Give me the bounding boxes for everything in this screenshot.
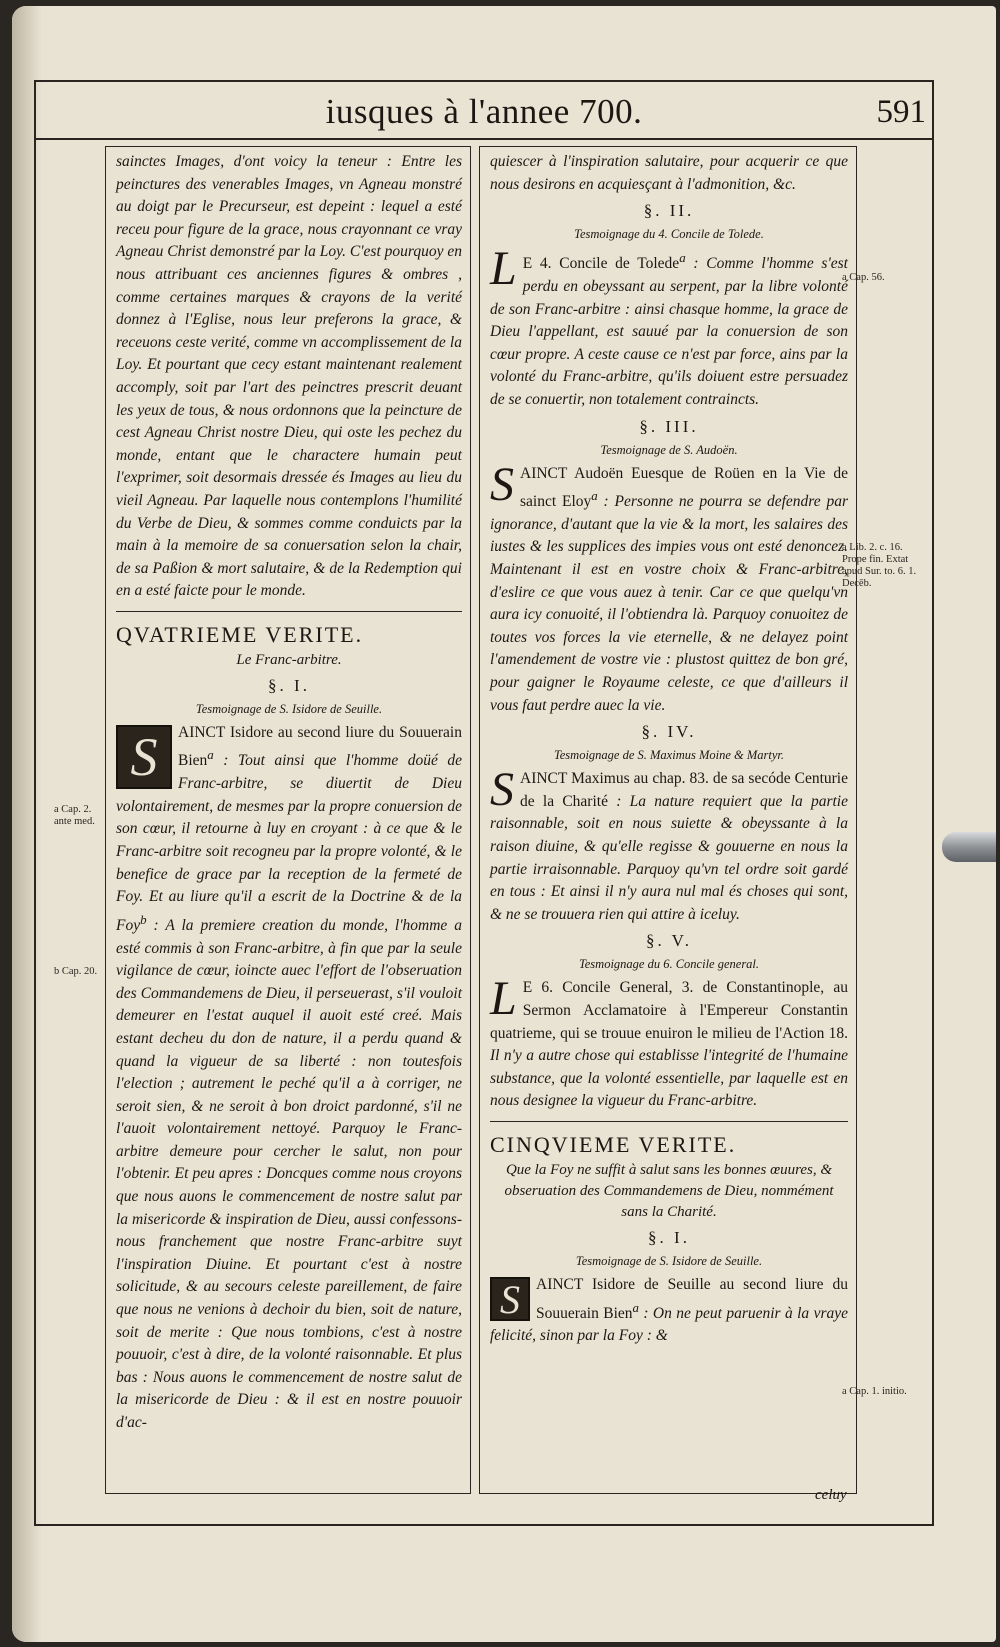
margin-note: a Cap. 56. [842,272,885,283]
quote-text: Il n'y a autre chose qui establisse l'integrité de l'humaine substance, que la volonté essentielle, par laquelle est en nous designee la vigueur du Franc-arbitre. [490,1047,848,1110]
book-page [12,6,996,1642]
drop-cap: L [490,972,517,1026]
section-heading: §. IV. [641,722,697,742]
lead-text: AINCT Audoën Euesque de Roüen en la Vie de sainct Eloy [520,464,848,511]
right-paragraph-2 [490,242,848,411]
lead-text: AINCT Maximus au chap. 83. de sa secóde Centurie de la Charité [520,770,848,810]
section-heading: §. I. [648,1227,690,1247]
quote-text: : On ne peut paruenir à la vraye felicité, sinon par la Foy : & [490,1304,848,1345]
right-paragraph-3 [490,457,848,718]
lead-text: E 4. Concile de Tolede [522,255,680,273]
quote-text: : Personne ne pourra se defendre par ignorance, d'autant que la vie & la mort, les salaires des iustes & les supplices des impies vous ont esté denoncez. Maintenant il est en vostre choix & Franc-arbitre, d'eslire ce que vous auez à tenir. Car ce que quelqu'vn aura icy conuoité, il l'obtiendra là. Parquoy conuoitez de toutes vos forces la vie eternelle, & ne delayez point l'amendement de vostre vie : plustost quittez de bon gré, pour gaigner le Royaume celeste, ce que d'ailleurs il vous faut perdre auec la vie. [490,493,848,714]
section-heading: §. I. [268,675,310,695]
page-number: 591 [876,94,926,130]
ornamental-drop-cap: S [116,725,172,789]
margin-note: b Cap. 20. [54,966,98,977]
verite-5-title: CINQVIEME VERITE. [490,1121,848,1160]
testimony-heading: Tesmoignage de S. Audoën. [600,442,738,457]
left-paragraph-2 [116,722,462,1435]
section-heading: §. II. [643,201,695,221]
verite-4-subtitle: Le Franc-arbitre. [236,651,342,668]
verite-4-title: QVATRIEME VERITE. [116,611,462,650]
ornamental-drop-cap: S [490,1277,530,1321]
running-title: iusques à l'annee 700. [325,92,643,131]
margin-note: a Lib. 2. c. 16. Prope fin. Extat apud Sur. to. 6. 1. Decēb. [842,542,917,589]
catchword: celuy [815,1487,847,1503]
left-paragraph-1: sainctes Images, d'ont voicy la teneur : Entre les peinctures des venerables Images, vn Agneau monstré au doigt par le Precurseur, est depeint : lequel a esté receu pour figure de la grace, nous crayonnant ce vray Agneau Christ demonstré par la Loy. C'est pourquoy en nous attribuant ces anciennes figures & ombres , comme certaines marques & crayons de la verité donnez à l'Eglise, nous leur preferons la grace, & receuons ceste verité, comme vn accomplissement de la Loy. Et pourtant que cecy estant maintenant realement accomply, soit par l'art des peinctres prescrit deuant les yeux de tous, & nous ordonnons que la peincture de cest Agneau Christ nostre Dieu, qui oste les pechez du monde, entant que le charactere humain peut l'exprimer, soit desormais dressée és Images au lieu du vieil Agneau. Par laquelle nous contemplons l'humilité du Verbe de Dieu, & sommes comme conduicts par la main à la memoire de sa conuersation selon la chair, de sa Paßion & mort salutaire, & de la Redemption qui en a esté faicte pour le monde. [116,153,462,600]
footnote-marker: a [679,250,686,266]
section-heading: §. III. [639,416,699,436]
drop-cap: S [490,763,514,817]
testimony-heading: Tesmoignage de S. Isidore de Seuille. [195,701,383,716]
section-heading: §. V. [645,931,693,951]
testimony-heading: Tesmoignage du 4. Concile de Tolede. [574,227,764,242]
right-paragraph-6 [490,1274,848,1348]
quote-text: : La nature requiert que la partie raisonnable, soit en nous suiette & obeyssante à la raison diuine, & qu'elle regisse & gouuerne en nous la partie irraisonnable. Parquoy qu'vn tel ordre soit gardé en tous : Et ainsi il n'y aura nul mal és choses qui sont, & ne se trouuera rien qui attire à iceluy. [490,792,848,923]
left-column [105,146,471,1494]
verite-5-subtitle: Que la Foy ne suffit à salut sans les bonnes œuures, & obseruation des Commandemens de Dieu, nommément sans la Charité. [504,1161,834,1220]
page-header [34,86,934,140]
right-paragraph-4 [490,763,848,926]
right-paragraph-5 [490,972,848,1113]
quote-text: : Comme l'homme s'est perdu en obeyssant au serpent, par la libre volonté de son Franc-arbitre : ainsi chasque homme, la grace de Dieu l'appellant, est sauué par la conuersion de son cœur propre. A ceste cause ce n'est par force, ains par la volonté du Franc-arbitre, qu'ils doiuent estre persuadez de se conuertir, non totalement contraincts. [490,255,848,408]
footnote-marker: a [632,1299,639,1315]
quote-text: : A la premiere creation du monde, l'homme a esté commis à son Franc-arbitre, à fin que par la seule vigilance de cœur, ioincte auec l'effort de l'obseruation des Commandemens de Dieu, il perseuerast, s'il vouloit demeurer en l'estat auquel il auoit esté creé. Mais estant decheu du don de nature, il a perdu quand & quand la vigueur de sa liberté : non toutesfois l'election ; autrement le peché qu'il a à corriger, ne seroit sien, & ne seroit à bon droict pardonné, s'il ne l'auoit volontairement nettoyé. Parquoy le Franc-arbitre demeure pour cercher le salut, non pour l'obtenir. Et peu apres : Doncques comme nous croyons que nous auons le commencement de nostre salut par la misericorde & inspiration de Dieu, aussi confessons-nous franchement que nostre Franc-arbitre suyt l'inspiration Diuine. Et pourtant c'est à nostre solicitude, & au secours celeste pareillement, de faire que nous ne venions à dechoir du bien, soit de nature, soit de merite : Que nous tombions, c'est à nostre pouuoir, c'est à dire, de la volonté raisonnable. Et plus bas : Nous auons le commencement de nostre salut de la misericorde de Dieu : & il est en nostre pouuoir d'ac- [116,916,462,1431]
margin-note: a Cap. 1. initio. [842,1386,907,1397]
footnote-marker: b [140,911,147,927]
metal-page-clip [942,832,996,862]
testimony-heading: Tesmoignage de S. Isidore de Seuille. [575,1253,763,1268]
margin-note: a Cap. 2. ante med. [54,804,95,827]
testimony-heading: Tesmoignage de S. Maximus Moine & Martyr. [553,748,785,763]
lead-text: E 6. Concile General, 3. de Constantinople, au Sermon Acclamatoire à l'Empereur Constantin quatrieme, qui se trouue enuiron le milieu de l'Action 18. [490,979,848,1042]
footnote-marker: a [207,747,214,763]
lead-text: AINCT Isidore de Seuille au second liure du Souuerain Bien [536,1275,848,1322]
lead-text: AINCT Isidore au second liure du Souuerain Bien [178,723,462,770]
testimony-heading: Tesmoignage du 6. Concile general. [578,957,760,972]
drop-cap: S [490,457,514,511]
footnote-marker: a [591,488,598,504]
drop-cap: L [490,242,517,296]
quote-text: : Tout ainsi que l'homme doüé de Franc-arbitre, se diuertit de Dieu volontairement, de mesmes par la propre conuersion de son cœur, il retourne à luy en croyant : à ce que & le Franc-arbitre soit recogneu par la propre volonté, & le benefice de grace par la reception de la fermeté de Foy. Et au liure qu'il a escrit de la Doctrine & de la Foy [116,752,462,934]
right-column [479,146,857,1494]
right-paragraph-1: quiescer à l'inspiration salutaire, pour acquerir ce que nous desirons en acquiesçant à l'admonition, &c. [490,153,848,193]
